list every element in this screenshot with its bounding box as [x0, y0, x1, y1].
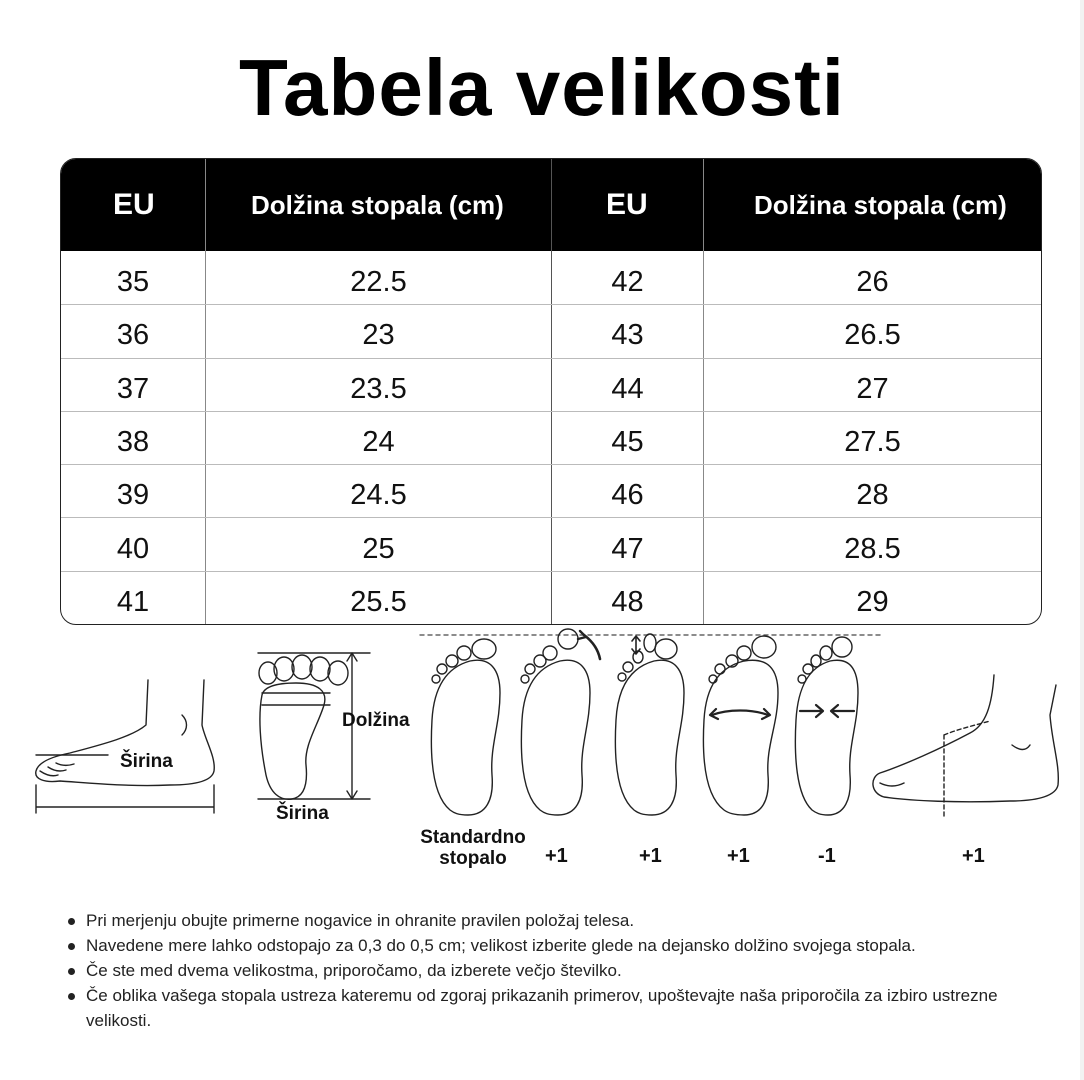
cell-eu-left: 39 [116, 479, 150, 512]
cell-eu-right: 48 [611, 585, 644, 618]
cell-eu-left: 40 [116, 532, 150, 565]
adjustment-long-toe: +1 [545, 845, 568, 867]
table-row [61, 464, 1041, 518]
right-edge-strip [1080, 0, 1084, 1080]
narrow-foot-drawing [795, 637, 858, 815]
header-eu-right: EU [606, 188, 648, 221]
cell-eu-left: 38 [116, 425, 150, 458]
header-eu-left: EU [113, 188, 155, 221]
cell-length-right: 26.5 [844, 319, 901, 352]
note-item: Pri merjenju obujte primerne nogavice in ohranite pravilen položaj telesa. [64, 908, 1024, 933]
cell-length-left: 25 [362, 532, 395, 565]
cell-eu-right: 42 [611, 266, 644, 298]
standard-foot-drawing [431, 639, 500, 815]
adjustment-long-second-toe: +1 [639, 845, 662, 867]
note-item: Če ste med dvema velikostma, priporočamo, da izberete večjo številko. [64, 958, 1024, 983]
page-title: Tabela velikosti [239, 43, 845, 132]
cell-length-right: 29 [856, 585, 889, 618]
cell-length-right: 28.5 [844, 532, 901, 565]
cell-eu-right: 46 [611, 479, 644, 512]
note-item: Navedene mere lahko odstopajo za 0,3 do 0,5 cm; velikost izberite glede na dejansko dolžino svojega stopala. [64, 933, 1024, 958]
cell-length-right: 26 [856, 266, 889, 298]
cell-eu-right: 43 [611, 319, 644, 352]
table-row [61, 304, 1041, 358]
standard-foot-label [416, 827, 530, 869]
standard-label-line2: stopalo [439, 848, 507, 869]
cell-eu-left: 35 [116, 266, 150, 298]
cell-eu-right: 44 [611, 372, 644, 405]
long-toe-foot-drawing [521, 629, 600, 815]
cell-length-left: 24 [362, 425, 395, 458]
cell-length-right: 28 [856, 479, 889, 512]
cell-eu-right: 45 [611, 425, 644, 458]
cell-eu-left: 41 [116, 585, 150, 618]
cell-length-right: 27 [856, 372, 889, 405]
side-width-label: Širina [120, 751, 173, 772]
note-item: Če oblika vašega stopala ustreza kateremu od zgoraj prikazanih primerov, upoštevajte naša priporočila za izbiro ustrezne velikosti. [64, 983, 1024, 1033]
cell-length-left: 22.5 [350, 266, 407, 298]
table-row [61, 358, 1041, 412]
table-row [61, 518, 1041, 572]
cell-length-right: 27.5 [844, 425, 901, 458]
header-length-left: Dolžina stopala (cm) [251, 190, 504, 220]
notes-list [64, 908, 1024, 1033]
sole-width-label: Širina [276, 803, 329, 824]
high-instep-foot-drawing [873, 675, 1058, 817]
header-length-right: Dolžina stopala (cm) [754, 190, 1007, 220]
wide-foot-drawing [703, 636, 778, 815]
table-row [61, 411, 1041, 465]
adjustment-wide-foot: +1 [727, 845, 750, 867]
side-foot-drawing [36, 680, 214, 813]
cell-length-left: 23.5 [350, 372, 407, 405]
cell-length-left: 25.5 [350, 585, 407, 618]
size-table [60, 158, 1042, 625]
adjustment-high-instep: +1 [962, 845, 985, 867]
cell-eu-left: 36 [116, 319, 150, 352]
adjustment-narrow-foot: -1 [818, 845, 836, 867]
long-second-toe-foot-drawing [615, 634, 684, 815]
foot-shape-illustrations [0, 625, 1084, 880]
table-row [61, 571, 1041, 624]
cell-eu-left: 37 [116, 372, 150, 405]
length-label: Dolžina [342, 710, 410, 731]
table-row [61, 251, 1041, 305]
cell-length-left: 24.5 [350, 479, 407, 512]
cell-length-left: 23 [362, 319, 395, 352]
cell-eu-right: 47 [611, 532, 644, 565]
standard-label-line1: Standardno [420, 827, 526, 848]
